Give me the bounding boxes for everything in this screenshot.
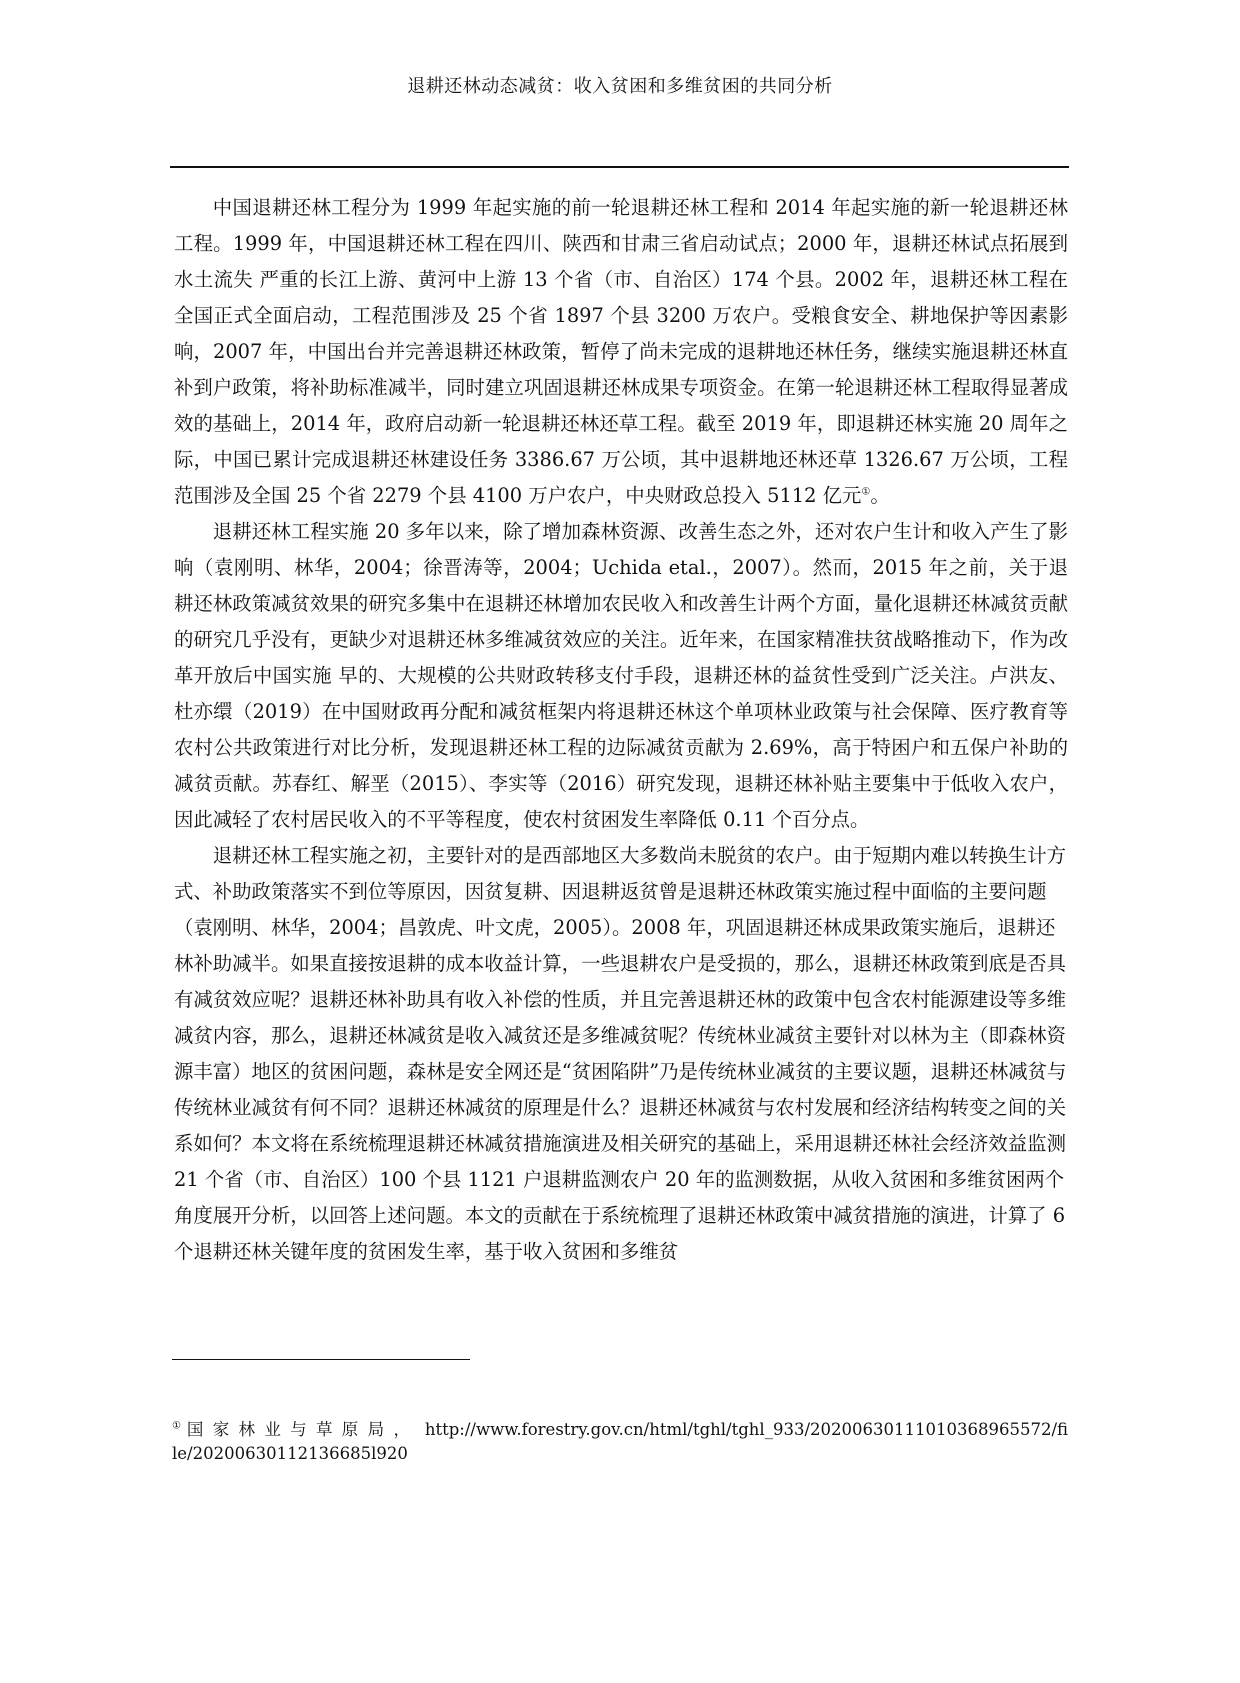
footnote — [172, 1418, 1068, 1466]
running-header: 退耕还林动态减贫：收入贫困和多维贫困的共同分析 — [407, 76, 833, 97]
footnote-rule — [172, 1359, 470, 1360]
header-rule — [170, 166, 1069, 168]
paragraph-1-text: 中国退耕还林工程分为 1999 年起实施的前一轮退耕还林工程和 2014 年起实施的新一轮退耕还林工程。1999 年，中国退耕还林工程在四川、陕西和甘肃三省启动试点；2000 年，退耕还林试点拓展到水土流失 严重的长江上游、黄河中上游 13 个省（市、自治区）174 个县。2002 年，退耕还林工程在全国正式全面启动，工程范围涉及 25 个省 1897 个县 3200 万农户。受粮食安全、耕地保护等因素影响，2007 年，中国出台并完善退耕还林政策，暂停了尚未完成的退耕地还林任务，继续实施退耕还林直补到户政策，将补助标准减半，同时建立巩固退耕还林成果专项资金。在第一轮退耕还林工程取得显著成效的基础上，2014 年，政府启动新一轮退耕还林还草工程。截至 2019 年，即退耕还林实施 20 周年之际，中国已累计完成退耕还林建设任务 3386.67 万公顷，其中退耕地还林还草 1326.67 万公顷，工程范围涉及全国 25 个省 2279 个县 4100 万户农户，中央财政总投入 5112 亿元 — [174, 196, 1068, 507]
paragraph-1-ending: 。 — [870, 484, 890, 507]
body-text — [174, 190, 1068, 1270]
footnote-source: 国家林业与草原局， — [186, 1420, 420, 1439]
paragraph-3: 退耕还林工程实施之初，主要针对的是西部地区大多数尚未脱贫的农户。由于短期内难以转换生计方式、补助政策落实不到位等原因，因贫复耕、因退耕返贫曾是退耕还林政策实施过程中面临的主要问题（袁刚明、林华，2004；昌敦虎、叶文虎，2005）。2008 年，巩固退耕还林成果政策实施后，退耕还林补助减半。如果直接按退耕的成本收益计算，一些退耕农户是受损的，那么，退耕还林政策到底是否具有减贫效应呢？退耕还林补助具有收入补偿的性质，并且完善退耕还林的政策中包含农村能源建设等多维减贫内容，那么，退耕还林减贫是收入减贫还是多维减贫呢？传统林业减贫主要针对以林为主（即森林资源丰富）地区的贫困问题，森林是安全网还是“贫困陷阱”乃是传统林业减贫的主要议题，退耕还林减贫与传统林业减贫有何不同？退耕还林减贫的原理是什么？退耕还林减贫与农村发展和经济结构转变之间的关系如何？本文将在系统梳理退耕还林减贫措施演进及相关研究的基础上，采用退耕还林社会经济效益监测 21 个省（市、自治区）100 个县 1121 户退耕监测农户 20 年的监测数据，从收入贫困和多维贫困两个角度展开分析，以回答上述问题。本文的贡献在于系统梳理了退耕还林政策中减贫措施的演进，计算了 6 个退耕还林关键年度的贫困发生率，基于收入贫困和多维贫 — [174, 844, 1067, 1263]
footnote-mark: ① — [172, 1420, 182, 1432]
footnote-reference-mark: ① — [861, 486, 871, 498]
footnote-url: http://www.forestry.gov.cn/html/tghl/tghl_933/20200630111010368965572/file/20200630112136685l920 — [172, 1420, 1069, 1463]
paragraph-1 — [174, 190, 1068, 514]
paragraph-2: 退耕还林工程实施 20 多年以来，除了增加森林资源、改善生态之外，还对农户生计和收入产生了影响（袁刚明、林华，2004；徐晋涛等，2004；Uchida etal.，2007）。然而，2015 年之前，关于退耕还林政策减贫效果的研究多集中在退耕还林增加农民收入和改善生计两个方面，量化退耕还林减贫贡献的研究几乎没有，更缺少对退耕还林多维减贫效应的关注。近年来，在国家精准扶贫战略推动下，作为改革开放后中国实施 早的、大规模的公共财政转移支付手段，退耕还林的益贫性受到广泛关注。卢洪友、杜亦缳（2019）在中国财政再分配和减贫框架内将退耕还林这个单项林业政策与社会保障、医疗教育等农村公共政策进行对比分析，发现退耕还林工程的边际减贫贡献为 2.69%，高于特困户和五保户补助的减贫贡献。苏春红、解垩（2015）、李实等（2016）研究发现，退耕还林补贴主要集中于低收入农户，因此减轻了农村居民收入的不平等程度，使农村贫困发生率降低 0.11 个百分点。 — [174, 520, 1068, 831]
